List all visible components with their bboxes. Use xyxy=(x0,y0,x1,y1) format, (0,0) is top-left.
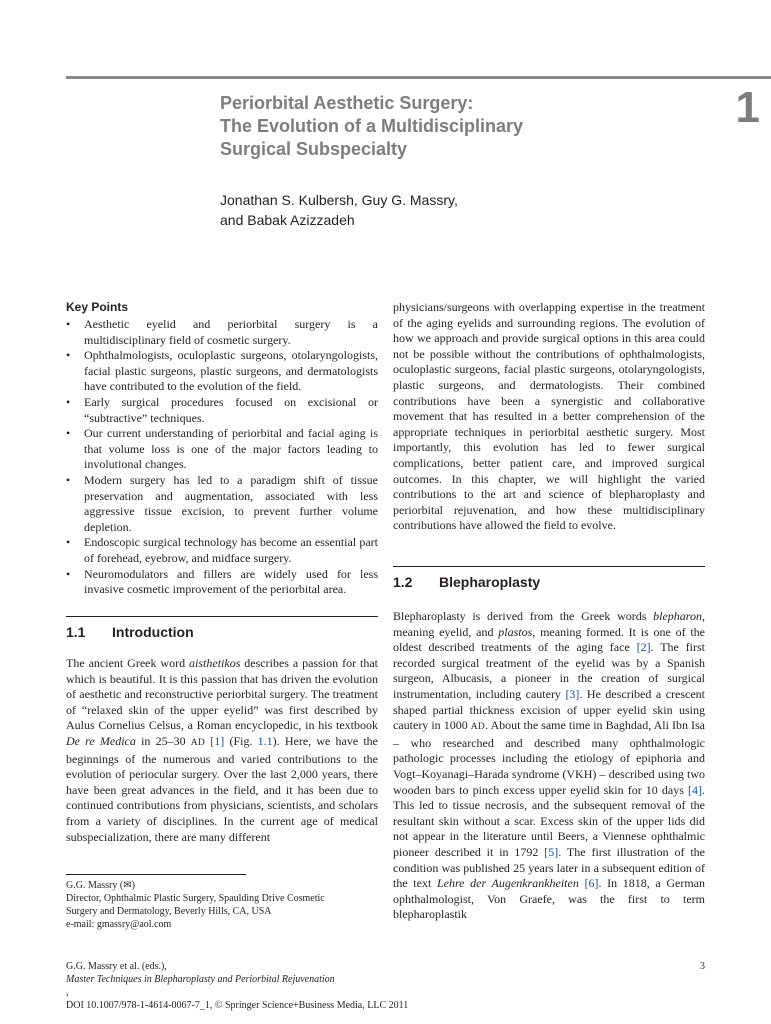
bullet-icon: • xyxy=(66,317,71,331)
authors xyxy=(220,190,640,230)
section-heading xyxy=(393,573,705,591)
key-point-item xyxy=(66,473,378,535)
key-point-text: Early surgical procedures focused on excisional or “subtractive” techniques. xyxy=(84,394,378,425)
author-footnote xyxy=(66,879,386,931)
citation-link[interactable]: [6] xyxy=(584,876,599,891)
section-number: 1.2 xyxy=(393,574,413,590)
footnote-rule xyxy=(66,874,246,875)
chapter-title-line: Surgical Subspecialty xyxy=(220,139,408,159)
key-point-text: Modern surgery has led to a paradigm shift of tissue preservation and augmentation, associated with less aggressive tissue excision, to prevent further volume depletion. xyxy=(84,472,378,534)
key-point-text: Our current understanding of periorbital and facial aging is that volume loss is one of the major factors leading to involutional changes. xyxy=(84,426,378,472)
key-point-text: Aesthetic eyelid and periorbital surgery is a multidisciplinary field of cosmetic surgery. xyxy=(84,317,378,347)
section-heading xyxy=(66,623,378,641)
bullet-icon: • xyxy=(66,535,71,550)
chapter-number: 1 xyxy=(735,83,760,132)
footnote-email[interactable]: e-mail: gmassry@aol.com xyxy=(66,919,172,930)
key-point-text: Neuromodulators and fillers are widely used for less invasive cosmetic improvement of the periorbital area. xyxy=(84,566,378,597)
introduction-continued xyxy=(393,300,705,534)
footnote-affiliation: Surgery and Dermatology, Beverly Hills, CA, USA xyxy=(66,906,272,917)
key-point-item xyxy=(66,317,378,348)
section-title: Blepharoplasty xyxy=(439,574,541,590)
section-number: 1.1 xyxy=(66,624,86,640)
key-point-item xyxy=(66,567,378,598)
citation-link[interactable]: [4] xyxy=(688,782,702,797)
citation-link[interactable]: [2] xyxy=(636,640,651,655)
introduction-body xyxy=(66,656,378,845)
author-line: and Babak Azizzadeh xyxy=(220,212,355,228)
key-point-item xyxy=(66,535,378,566)
chapter-title xyxy=(220,92,660,161)
citation-line: G.G. Massry et al. (eds.), Master Techniques in Blepharoplasty and Periorbital Rejuvenation , xyxy=(66,961,335,998)
doi-line: DOI 10.1007/978-1-4614-0067-7_1, © Springer Science+Business Media, LLC 2011 xyxy=(66,1000,409,1011)
key-point-item xyxy=(66,348,378,395)
introduction-paragraph: The ancient Greek word aisthetikos describes a passion for that which is beautiful. It is this passion that has driven the evolution of aesthetic and reconstructive periorbital surgery. The treatment of “relaxed skin of the upper eyelid” was first described by Aulus Cornelius Celsus, a Roman encyclopedic, in his textbook De re Medica in 25–30 AD [1] (Fig. 1.1). Here, we have the beginnings of the numerous and varied contributions to the evolution of periocular surgery. Over the last 2,000 years, there have been great advances in the field, and it has been due to continued contributions from physicians, scientists, and scholars from a variety of disciplines. In the current age of medical subspecialization, there are many different xyxy=(66,656,378,844)
bullet-icon: • xyxy=(66,426,71,441)
introduction-paragraph: physicians/surgeons with overlapping expertise in the treatment of the aging eyelids and surrounding regions. The evolution of how we approach and provide surgical options in this area could not be possible without the contributions of ophthalmologists, oculoplastic surgeons, facial plastic surgeons, otolaryngologists, plastic surgeons, and dermatologists. Their combined contributions have been a synergistic and collaborative movement that has resulted in a better comprehension of the appropriate techniques in periorbital aesthetic surgery. Most importantly, this evolution has led to fewer surgical complications, better patient care, and improved surgical outcomes. In this chapter, we will highlight the varied contributions to the art and science of blepharoplasty and periorbital rejuvenation, and how these multidisciplinary contributions have allowed the field to evolve. xyxy=(393,300,705,533)
key-points-heading: Key Points xyxy=(66,300,129,314)
chapter-title-line: Periorbital Aesthetic Surgery: xyxy=(220,93,474,113)
citation-link[interactable]: [1] xyxy=(210,733,225,748)
blepharoplasty-body xyxy=(393,609,705,923)
key-points-list xyxy=(66,317,378,598)
page-number: 3 xyxy=(700,961,705,972)
key-point-text: Endoscopic surgical technology has become an essential part of forehead, eyebrow, and midface surgery. xyxy=(84,535,378,565)
section-blepharoplasty-header xyxy=(393,566,705,591)
key-point-text: Ophthalmologists, oculoplastic surgeons, otolaryngologists, facial plastic surgeons, plastic surgeons, and dermatologists have contributed to the evolution of the field. xyxy=(84,348,378,394)
section-rule xyxy=(393,566,705,567)
key-point-item xyxy=(66,426,378,473)
top-rule xyxy=(66,76,771,79)
section-title: Introduction xyxy=(112,624,194,640)
blepharoplasty-paragraph: Blepharoplasty is derived from the Greek words blepharon, meaning eyelid, and plastos, meaning formed. It is one of the oldest described treatments of the aging face [2]. The first recorded surgical treatment of the eyelid was by a Spanish surgeon, Albucasis, a pioneer in the creation of surgical instrumentation, including cautery [3]. He described a crescent shaped partial thickness excision of upper eyelid skin using cautery in 1000 AD. About the same time in Baghdad, Ali Ibn Isa – who researched and described many ophthalmologic pathologic processes including the etiology of epiphoria and Vogt–Koyanagi–Harada syndrome (VKH) – described using two wooden bars to pinch excess upper eyelid skin for 10 days [4]. This led to tissue necrosis, and the subsequent removal of the resultant skin without a scar. Excess skin of the upper lids did not appear in the literature until Beers, a Viennese ophthalmic pioneer described it in 1792 [5]. The first illustration of the condition was published 25 years later in a subsequent edition of the text Lehre der Augenkrankheiten [6]. In 1818, a German ophthalmologist, Von Graefe, was the first to term blepharoplastik xyxy=(393,609,706,922)
bullet-icon: • xyxy=(66,566,71,581)
citation-link[interactable]: [3] xyxy=(565,686,580,701)
bullet-icon: • xyxy=(66,348,71,363)
key-points-box xyxy=(66,300,378,598)
section-introduction-header xyxy=(66,616,378,641)
footnote-name: G.G. Massry (✉) xyxy=(66,880,135,891)
footnote-affiliation: Director, Ophthalmic Plastic Surgery, Spaulding Drive Cosmetic xyxy=(66,893,325,904)
figure-link[interactable]: 1.1 xyxy=(257,733,273,748)
key-point-item xyxy=(66,395,378,426)
section-rule xyxy=(66,616,378,617)
citation-link[interactable]: [5] xyxy=(544,844,559,859)
bullet-icon: • xyxy=(66,394,71,409)
author-line: Jonathan S. Kulbersh, Guy G. Massry, xyxy=(220,192,458,208)
chapter-title-line: The Evolution of a Multidisciplinary xyxy=(220,116,524,136)
page-footer xyxy=(66,960,566,1012)
bullet-icon: • xyxy=(66,472,71,487)
